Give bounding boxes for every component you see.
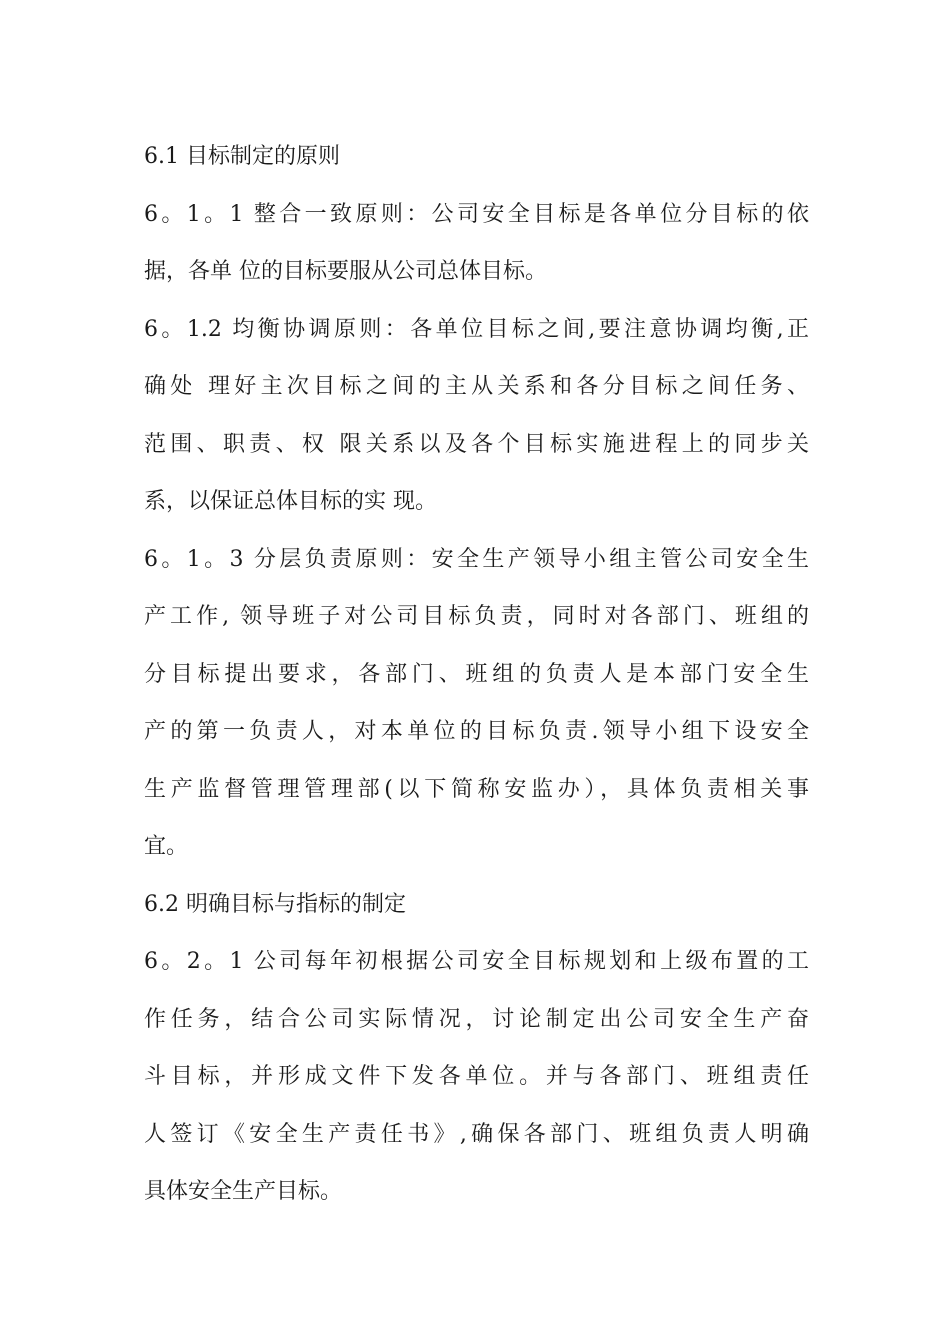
text-line: 确处 理好主次目标之间的主从关系和各分目标之间任务、 [144, 374, 809, 399]
text-line: 生产监督管理管理部(以下简称安监办），具体负责相关事 [144, 776, 809, 802]
text-line: 6。1.2 均衡协调原则：各单位目标之间,要注意协调均衡,正 [144, 316, 809, 342]
text-line: 系，以保证总体目标的实 现。 [144, 489, 437, 514]
document-body [144, 128, 809, 1221]
text-line: 6。2。1 公司每年初根据公司安全目标规划和上级布置的工 [144, 949, 809, 974]
text-line: 具体安全生产目标。 [144, 1179, 343, 1204]
text-line: 作任务，结合公司实际情况，讨论制定出公司安全生产奋 [144, 1006, 809, 1032]
section-heading-6-1: 6.1 目标制定的原则 [144, 144, 340, 169]
section-heading-6-2: 6.2 明确目标与指标的制定 [144, 891, 406, 917]
text-line: 斗目标，并形成文件下发各单位。并与各部门、班组责任 [144, 1064, 809, 1089]
text-line: 范围、职责、权 限关系以及各个目标实施进程上的同步关 [144, 431, 809, 457]
text-line: 6。1。1 整合一致原则：公司安全目标是各单位分目标的依 [144, 201, 809, 227]
text-line: 人签订《安全生产责任书》,确保各部门、班组负责人明确 [144, 1121, 809, 1147]
text-line: 6。1。3 分层负责原则：安全生产领导小组主管公司安全生 [144, 546, 809, 572]
text-line: 宜。 [144, 834, 189, 859]
paragraph-6-1-1 [144, 186, 809, 301]
text-line: 分目标提出要求，各部门、班组的负责人是本部门安全生 [144, 661, 809, 687]
paragraph-6-1-3 [144, 531, 809, 876]
text-line: 产工作, 领导班子对公司目标负责，同时对各部门、班组的 [144, 604, 809, 629]
text-line: 产的第一负责人，对本单位的目标负责.领导小组下设安全 [144, 719, 809, 744]
text-line: 据，各单 位的目标要服从公司总体目标。 [144, 259, 547, 284]
paragraph-6-1-2 [144, 301, 809, 531]
paragraph-6-2-1 [144, 933, 809, 1221]
